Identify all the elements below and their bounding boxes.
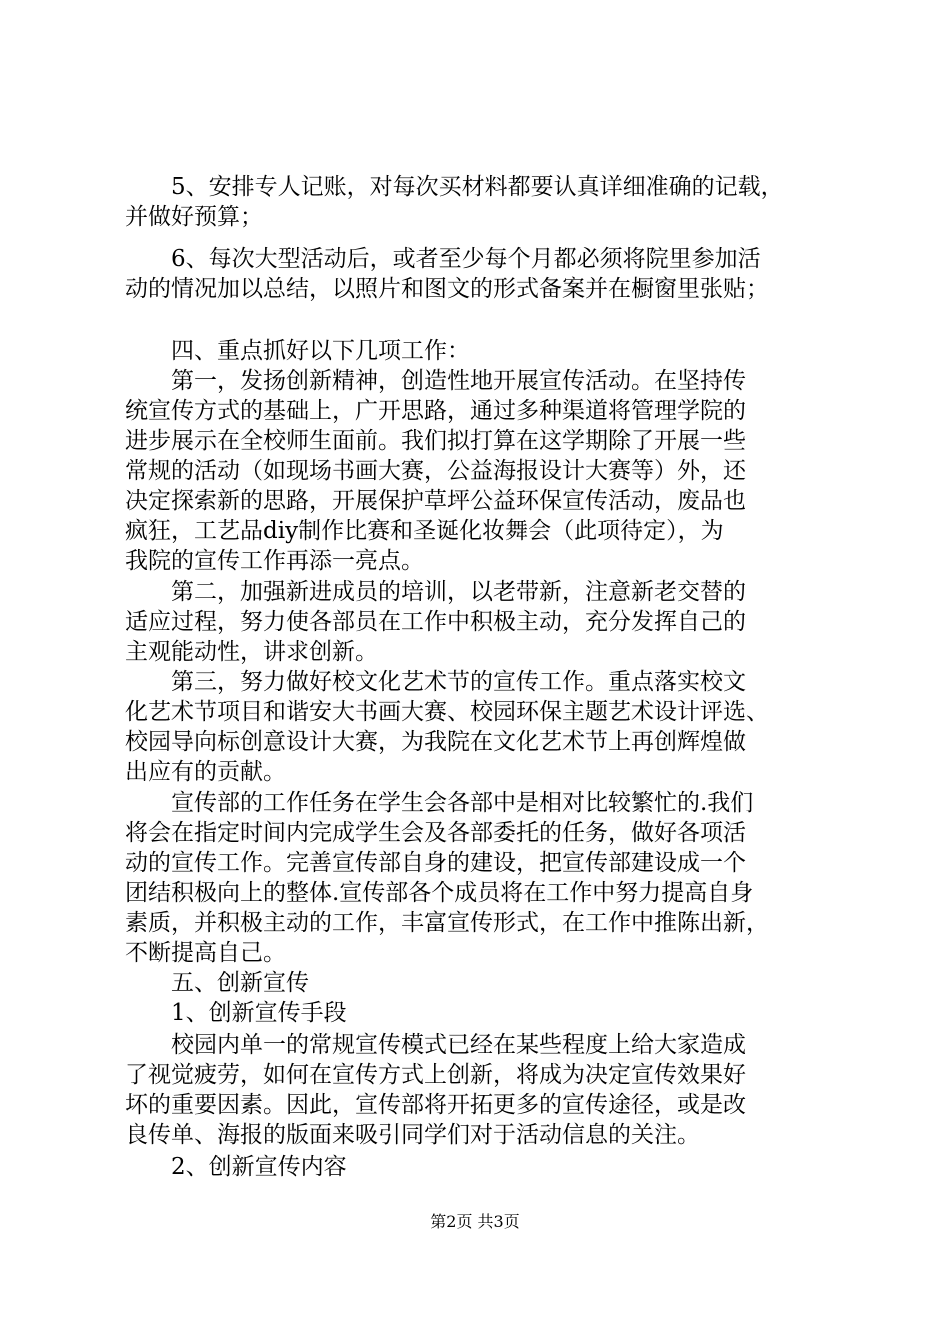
text-line: 宣传部的工作任务在学生会各部中是相对比较繁忙的.我们	[125, 790, 754, 816]
text-line: 进步展示在全校师生面前。我们拟打算在这学期除了开展一些	[125, 428, 746, 454]
text-line: 6、每次大型活动后，或者至少每个月都必须将院里参加活	[125, 246, 761, 272]
text-line: 出应有的贡献。	[125, 759, 286, 785]
text-line: 2、创新宣传内容	[125, 1154, 347, 1180]
text-line: 并做好预算；	[125, 204, 263, 230]
page-footer: 第2页 共3页	[430, 1212, 520, 1231]
text-line: 统宣传方式的基础上，广开思路，通过多种渠道将管理学院的	[125, 398, 746, 424]
text-line: 第二，加强新进成员的培训，以老带新，注意新老交替的	[125, 579, 746, 605]
text-line: 1、创新宣传手段	[125, 1000, 347, 1026]
text-line: 不断提高自己。	[125, 940, 286, 966]
text-line: 校园导向标创意设计大赛，为我院在文化艺术节上再创辉煌做	[125, 729, 746, 755]
text-line: 决定探索新的思路，开展保护草坪公益环保宣传活动，废品也	[125, 488, 746, 514]
text-line: 第一，发扬创新精神，创造性地开展宣传活动。在坚持传	[125, 368, 746, 394]
text-line: 我院的宣传工作再添一亮点。	[125, 548, 424, 574]
text-line: 五、创新宣传	[125, 970, 309, 996]
text-line: 第三，努力做好校文化艺术节的宣传工作。重点落实校文	[125, 669, 746, 695]
text-line: 坏的重要因素。因此，宣传部将开拓更多的宣传途径，或是改	[125, 1092, 746, 1118]
text-line: 动的宣传工作。完善宣传部自身的建设，把宣传部建设成一个	[125, 850, 746, 876]
text-line: 疯狂，工艺品diy制作比赛和圣诞化妆舞会（此项待定），为	[125, 518, 724, 544]
text-line: 动的情况加以总结，以照片和图文的形式备案并在橱窗里张贴；	[125, 276, 769, 302]
text-line: 团结积极向上的整体.宣传部各个成员将在工作中努力提高自身	[125, 880, 754, 906]
text-line: 了视觉疲劳，如何在宣传方式上创新，将成为决定宣传效果好	[125, 1062, 746, 1088]
text-line: 良传单、海报的版面来吸引同学们对于活动信息的关注。	[125, 1122, 700, 1148]
text-line: 素质，并积极主动的工作，丰富宣传形式，在工作中推陈出新，	[125, 910, 769, 936]
text-line: 校园内单一的常规宣传模式已经在某些程度上给大家造成	[125, 1032, 746, 1058]
text-line: 四、重点抓好以下几项工作：	[125, 338, 470, 364]
text-line: 适应过程，努力使各部员在工作中积极主动，充分发挥自己的	[125, 609, 746, 635]
text-line: 5、安排专人记账，对每次买材料都要认真详细准确的记载，	[125, 174, 784, 200]
text-line: 主观能动性，讲求创新。	[125, 639, 378, 665]
text-line: 化艺术节项目和谐安大书画大赛、校园环保主题艺术设计评选、	[125, 699, 769, 725]
text-line: 常规的活动（如现场书画大赛，公益海报设计大赛等）外，还	[125, 458, 746, 484]
text-line: 将会在指定时间内完成学生会及各部委托的任务，做好各项活	[125, 820, 746, 846]
